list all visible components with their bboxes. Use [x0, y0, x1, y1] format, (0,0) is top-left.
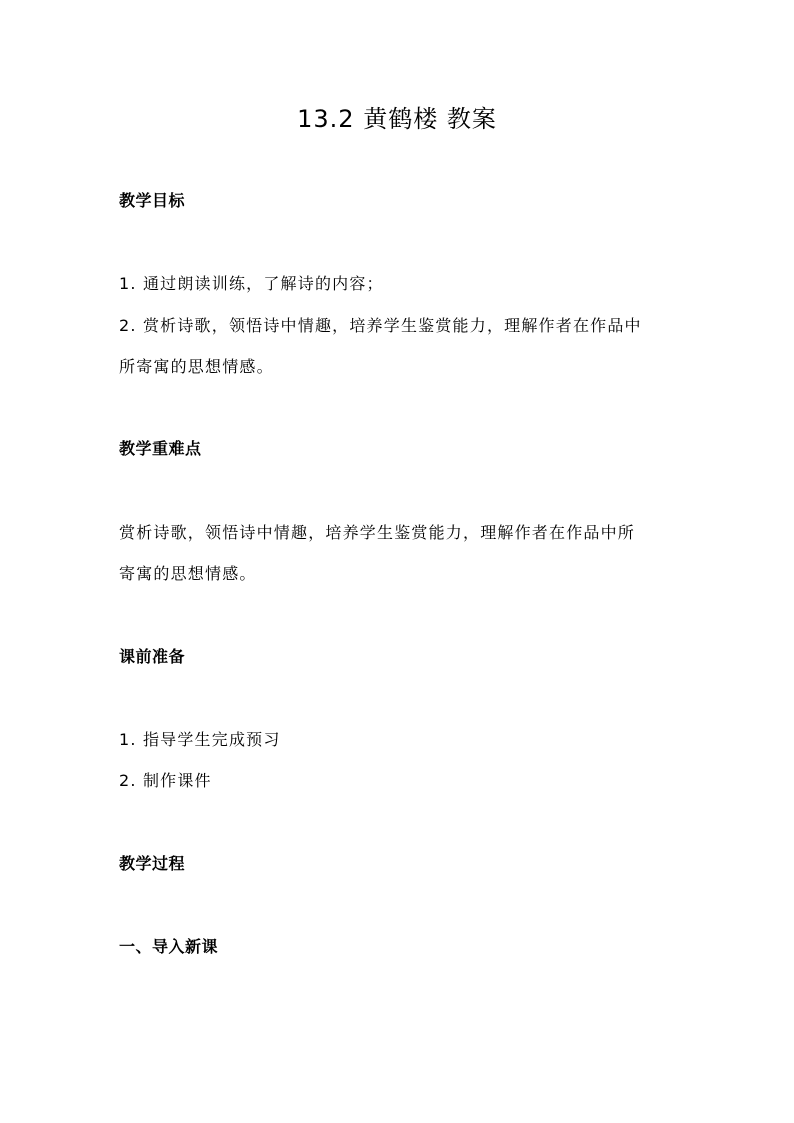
objective-item-1: 1. 通过朗读训练，了解诗的内容； — [119, 274, 384, 293]
heading-preparation: 课前准备 — [119, 647, 186, 666]
preparation-item-1: 1. 指导学生完成预习 — [119, 730, 281, 749]
key-points-line-1: 赏析诗歌，领悟诗中情趣，培养学生鉴赏能力，理解作者在作品中所 — [119, 523, 636, 542]
document-title: 13.2 黄鹤楼 教案 — [297, 105, 497, 133]
objective-item-2-line-1: 2. 赏析诗歌，领悟诗中情趣，培养学生鉴赏能力，理解作者在作品中 — [119, 316, 642, 335]
heading-intro: 一、导入新课 — [119, 937, 219, 956]
preparation-item-2: 2. 制作课件 — [119, 771, 212, 790]
objective-item-2-line-2: 所寄寓的思想情感。 — [119, 357, 274, 376]
heading-key-points: 教学重难点 — [119, 439, 202, 458]
heading-process: 教学过程 — [119, 854, 186, 873]
heading-objectives: 教学目标 — [119, 191, 186, 210]
key-points-line-2: 寄寓的思想情感。 — [119, 564, 257, 583]
